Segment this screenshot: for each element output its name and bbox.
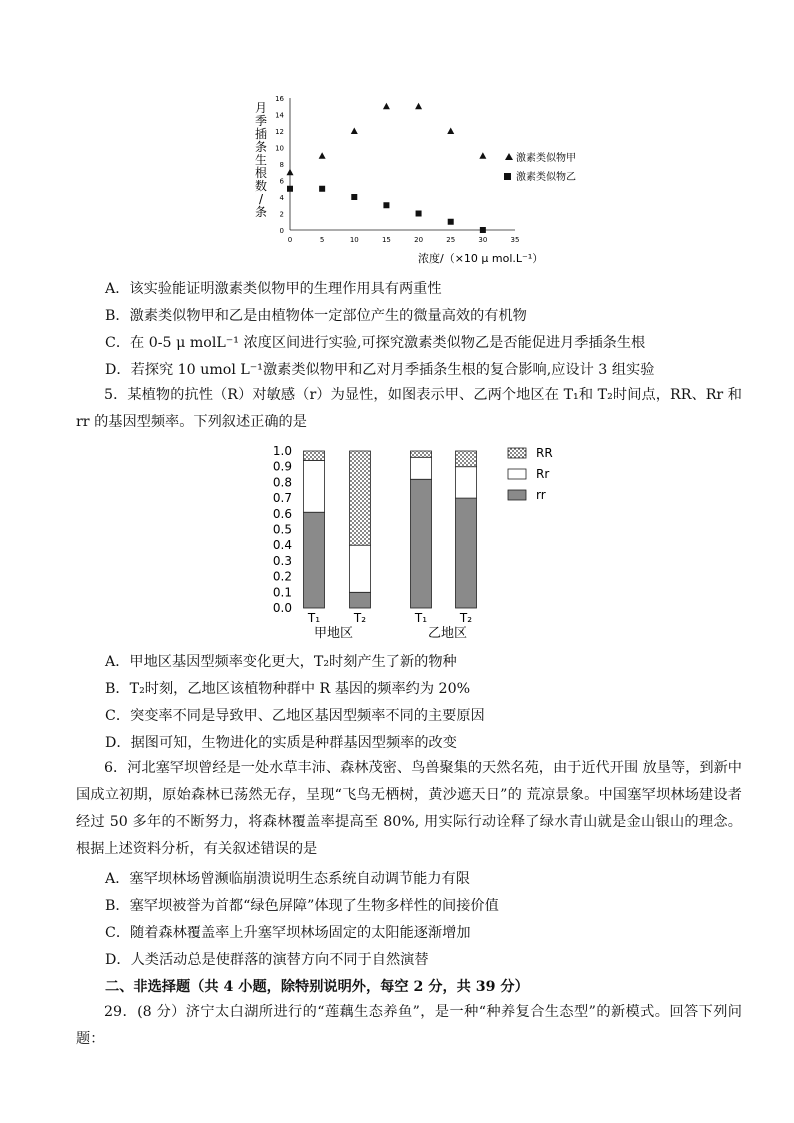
triangle-point	[415, 103, 422, 110]
q5-option-c: C．突变率不同是导致甲、乙地区基因型频率不同的主要原因	[105, 708, 485, 724]
scatter-x-label: 浓度/（×10 μ mol.L⁻¹）	[418, 252, 544, 265]
bar-y-ticks	[273, 444, 292, 615]
bar-segment-Rr	[456, 467, 477, 498]
scatter-y-tick: 16	[275, 95, 284, 103]
bar-y-tick: 0.8	[272, 475, 292, 490]
bar-y-tick: 0.2	[272, 569, 292, 584]
scatter-y-ticks	[275, 95, 284, 235]
q6-option-c: C．随着森林覆盖率上升塞罕坝林场固定的太阳能逐渐增加	[105, 925, 471, 941]
square-point	[416, 211, 422, 217]
bar-segment-RR	[411, 451, 432, 457]
bar-segment-RR	[304, 451, 325, 460]
bar-x-tick: T₂	[353, 611, 367, 625]
scatter-axes	[290, 98, 515, 230]
scatter-y-tick: 14	[275, 111, 284, 120]
scatter-y-tick: 0	[279, 227, 284, 235]
group-label-yi: 乙地区	[428, 626, 468, 641]
scatter-y-tick: 4	[279, 194, 284, 202]
scatter-x-tick: 5	[319, 236, 325, 244]
scatter-y-label-char: 季	[254, 114, 268, 128]
bar-y-tick: 0.7	[272, 491, 292, 506]
q6-option-a: A．塞罕坝林场曾濒临崩溃说明生态系统自动调节能力有限	[105, 871, 470, 887]
bar-y-tick: 0.1	[272, 585, 292, 600]
square-point	[287, 186, 293, 192]
q4-option-c: C．在 0-5 μ molL⁻¹ 浓度区间进行实验,可探究激素类似物乙是否能促进月季插条生根	[105, 335, 646, 351]
scatter-x-tick: 10	[349, 236, 359, 244]
q6-option-b: B．塞罕坝被誉为首都“绿色屏障”体现了生物多样性的间接价值	[105, 898, 499, 914]
legend-label-jia: 激素类似物甲	[516, 153, 576, 164]
group-label-jia: 甲地区	[314, 626, 354, 641]
bar-x-tick: T₁	[307, 611, 321, 625]
bar-x-tick: T₂	[459, 611, 473, 625]
legend-square-marker	[504, 173, 511, 180]
scatter-y-label-char: 插	[254, 127, 268, 141]
scatter-y-label-char: 数	[254, 179, 268, 193]
legend-rr-homo-dominant-swatch	[508, 448, 526, 458]
triangle-point	[479, 152, 486, 159]
scatter-x-tick: 35	[510, 236, 520, 244]
q4-option-a: A．该实验能证明激素类似物甲的生理作用具有两重性	[105, 281, 442, 297]
square-point	[448, 219, 454, 225]
genotype-frequency-chart	[262, 440, 572, 645]
legend-Rr: Rr	[536, 467, 550, 481]
scatter-y-tick: 10	[275, 144, 284, 153]
scatter-x-tick: 20	[414, 236, 424, 244]
bar-y-tick: 0.4	[272, 538, 292, 553]
bar-segment-rr	[411, 479, 432, 608]
scatter-y-tick: 12	[275, 128, 284, 136]
bar-segment-rr	[350, 592, 371, 608]
square-point	[383, 202, 389, 208]
triangle-point	[383, 103, 390, 110]
square-point	[480, 227, 486, 233]
bar-x-tick: T₁	[414, 611, 428, 625]
bar-y-tick: 1.0	[272, 444, 292, 458]
bar-y-tick: 0.6	[272, 506, 292, 521]
q4-option-b: B．激素类似物甲和乙是由植物体一定部位产生的微量高效的有机物	[105, 308, 527, 324]
scatter-y-label-char: 月	[254, 101, 268, 115]
q5-option-b: B．T₂时刻，乙地区该植物种群中 R 基因的频率约为 20%	[105, 681, 471, 697]
scatter-y-label-char: 条	[254, 140, 268, 154]
q29-stem: 29．(8 分）济宁太白湖所进行的“莲藕生态养鱼”，是一种“种养复合生态型”的新模式。回答下列问题：	[76, 1004, 742, 1047]
bar-x-ticks	[307, 611, 472, 625]
scatter-y-label-char: 生	[254, 153, 268, 167]
scatter-y-label	[255, 101, 267, 219]
scatter-y-label-char: /	[258, 192, 264, 206]
triangle-point	[319, 152, 326, 159]
legend-rr-swatch	[508, 490, 526, 500]
scatter-x-tick: 25	[446, 236, 456, 244]
legend-RR: RR	[536, 446, 553, 460]
q5-stem: 5．某植物的抗性（R）对敏感（r）为显性，如图表示甲、乙两个地区在 T₁和 T₂时间点，RR、Rr 和 rr 的基因型频率。下列叙述正确的是	[76, 387, 742, 430]
scatter-y-label-char: 根	[254, 166, 268, 180]
triangle-point	[351, 128, 358, 135]
bar-y-tick: 0.5	[272, 522, 292, 537]
section-heading: 二、非选择题（共 4 小题，除特别说明外，每空 2 分，共 39 分）	[105, 979, 529, 995]
square-point	[351, 194, 357, 200]
bar-segment-Rr	[350, 545, 371, 592]
legend-label-yi: 激素类似物乙	[516, 172, 576, 183]
scatter-x-tick: 15	[381, 236, 391, 244]
q4-option-d: D．若探究 10 umol L⁻¹激素类似物甲和乙对月季插条生根的复合影响,应设计 3 组实验	[105, 362, 655, 378]
legend-Rr-swatch	[508, 469, 526, 479]
bar-segment-Rr	[304, 460, 325, 512]
q6-stem: 6．河北塞罕坝曾经是一处水草丰沛、森林茂密、鸟兽聚集的天然名苑，由于近代开围 放垦等，到新中国成立初期，原始森林已荡然无存，呈现“飞鸟无栖树，黄沙遮天日”的 荒凉景象。中国塞罕坝林场建设者经过 50 多年的不断努力，将森林覆盖率提高至 80%, 用实际行动诠释了绿水青山就是金山银山的理念。根据上述资料分析，有关叙述错误的是	[76, 760, 742, 857]
scatter-points	[287, 103, 487, 233]
scatter-y-label-char: 条	[254, 205, 268, 219]
scatter-legend	[504, 151, 576, 183]
triangle-point	[287, 169, 294, 176]
square-point	[319, 186, 325, 192]
scatter-y-tick: 6	[279, 177, 284, 186]
scatter-y-tick: 2	[279, 210, 284, 219]
bar-stacks	[304, 451, 477, 608]
bar-legend	[508, 446, 553, 502]
scatter-y-tick: 8	[279, 161, 284, 169]
bar-segment-RR	[350, 451, 371, 545]
q5-option-d: D．据图可知，生物进化的实质是种群基因型频率的改变	[105, 735, 457, 751]
legend-rr: rr	[536, 488, 546, 502]
bar-segment-Rr	[411, 457, 432, 479]
bar-y-tick: 0.0	[272, 601, 292, 615]
bar-y-tick: 0.9	[272, 459, 292, 474]
scatter-x-tick: 30	[478, 236, 488, 244]
scatter-x-ticks	[288, 236, 520, 244]
q6-option-d: D．人类活动总是使群落的演替方向不同于自然演替	[105, 952, 429, 968]
bar-segment-rr	[456, 498, 477, 608]
bar-segment-RR	[456, 451, 477, 467]
rooting-scatter-chart	[248, 90, 576, 270]
triangle-point	[447, 128, 454, 135]
bar-y-tick: 0.3	[272, 553, 292, 568]
bar-segment-rr	[304, 512, 325, 608]
q5-option-a: A．甲地区基因型频率变化更大，T₂时刻产生了新的物种	[105, 654, 457, 670]
legend-triangle-marker	[505, 153, 513, 160]
scatter-x-tick: 0	[287, 236, 293, 244]
